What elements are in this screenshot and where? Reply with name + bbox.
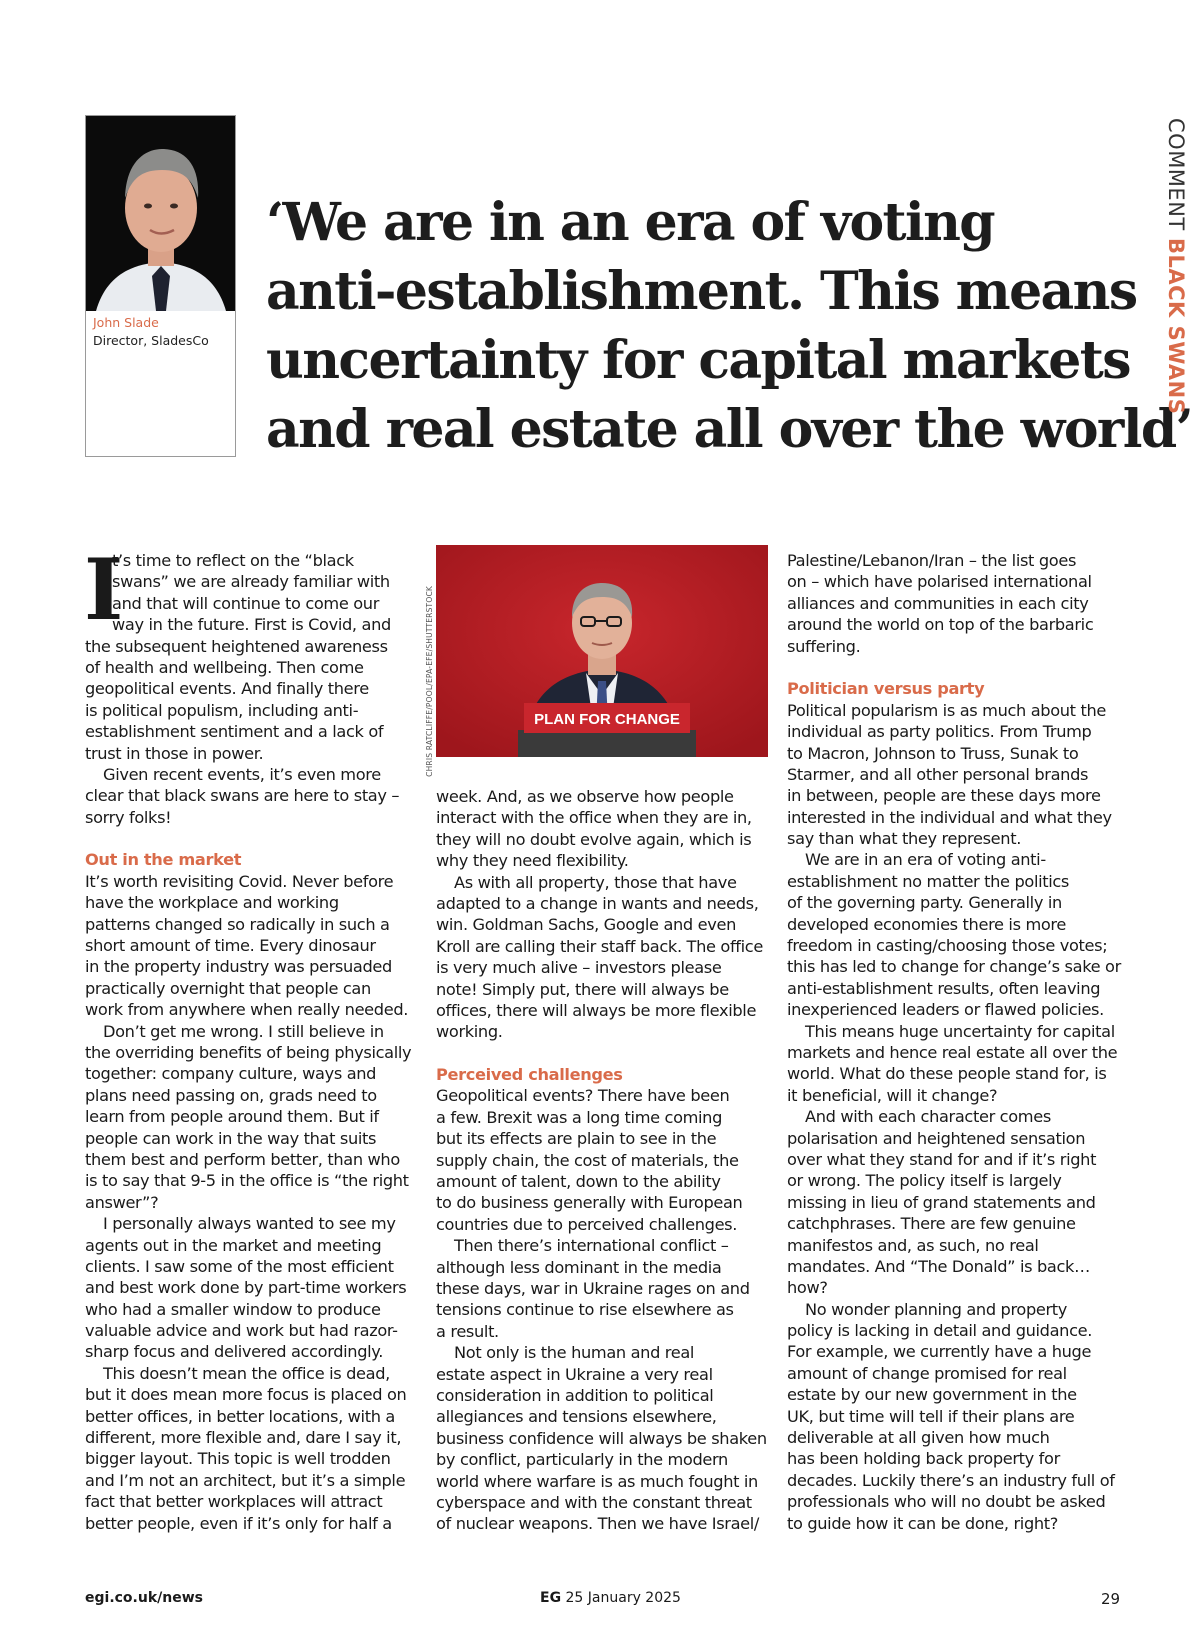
text-line: together: company culture, ways and — [85, 1064, 377, 1084]
text-line: answer”? — [85, 1192, 159, 1212]
text-line: practically overnight that people can — [85, 978, 371, 998]
text-line: people can work in the way that suits — [85, 1128, 377, 1148]
author-role: Director, SladesCo — [93, 333, 209, 348]
text-line: of the governing party. Generally in — [787, 893, 1062, 913]
author-portrait — [86, 116, 235, 311]
text-line: plans need passing on, grads need to — [85, 1085, 377, 1105]
article-column-2 — [436, 786, 771, 1535]
text-line: but it does mean more focus is placed on — [85, 1385, 407, 1405]
text-line: Not only is the human and real — [454, 1343, 695, 1363]
text-line: t’s time to reflect on the “black — [112, 551, 354, 570]
text-line: Palestine/Lebanon/Iran – the list goes — [787, 551, 1077, 570]
footer-date: 25 January 2025 — [565, 1590, 681, 1606]
text-line: Then there’s international conflict – — [454, 1236, 729, 1256]
text-line: but its effects are plain to see in the — [436, 1129, 717, 1149]
text-line: business confidence will always be shaken — [436, 1428, 767, 1448]
text-line: interested in the individual and what they — [787, 807, 1112, 827]
text-line: developed economies there is more — [787, 914, 1066, 934]
text-line: As with all property, those that have — [454, 872, 737, 892]
text-line: note! Simply put, there will always be — [436, 979, 729, 999]
text-line: amount of change promised for real — [787, 1363, 1067, 1383]
text-line: valuable advice and work but had razor- — [85, 1321, 398, 1341]
text-line: a result. — [436, 1321, 499, 1341]
footer-url[interactable]: egi.co.uk/news — [85, 1590, 203, 1606]
text-line: establishment sentiment and a lack of — [85, 722, 384, 742]
text-line: the subsequent heightened awareness — [85, 636, 388, 656]
text-line: manifestos and, as such, no real — [787, 1235, 1039, 1255]
text-line: alliances and communities in each city — [787, 593, 1089, 613]
text-line: a few. Brexit was a long time coming — [436, 1107, 723, 1127]
text-line: trust in those in power. — [85, 743, 264, 763]
text-line: and that will continue to come our — [112, 593, 380, 613]
text-line: deliverable at all given how much — [787, 1428, 1050, 1448]
text-line: short amount of time. Every dinosaur — [85, 936, 376, 956]
text-line: individual as party politics. From Trump — [787, 722, 1092, 742]
text-line: although less dominant in the media — [436, 1257, 722, 1277]
text-line: interact with the office when they are in, — [436, 808, 752, 828]
text-line: offices, there will always be more flexible — [436, 1000, 757, 1020]
text-line: in the property industry was persuaded — [85, 957, 392, 977]
subheading: Perceived challenges — [436, 1065, 623, 1085]
text-line: And with each character comes — [805, 1107, 1051, 1127]
text-line: suffering. — [787, 636, 861, 656]
text-line: establishment no matter the politics — [787, 871, 1070, 891]
author-name: John Slade — [93, 315, 159, 330]
text-line: patterns changed so radically in such a — [85, 914, 390, 934]
text-line: week. And, as we observe how people — [436, 787, 734, 806]
text-line: clear that black swans are here to stay – — [85, 786, 400, 806]
article-photo — [436, 545, 768, 757]
text-line: how? — [787, 1278, 828, 1298]
text-line: Don’t get me wrong. I still believe in — [103, 1021, 384, 1041]
text-line: and I’m not an architect, but it’s a simple — [85, 1470, 406, 1490]
text-line: This doesn’t mean the office is dead, — [103, 1363, 390, 1383]
text-line: different, more flexible and, dare I say it, — [85, 1428, 402, 1448]
text-line: Starmer, and all other personal brands — [787, 764, 1089, 784]
text-line: sorry folks! — [85, 807, 172, 827]
text-line: clients. I saw some of the most efficient — [85, 1256, 394, 1276]
text-line: win. Goldman Sachs, Google and even — [436, 915, 737, 935]
text-line: Geopolitical events? There have been — [436, 1086, 730, 1106]
text-line: catchphrases. There are few genuine — [787, 1214, 1076, 1234]
text-line: have the workplace and working — [85, 893, 339, 913]
text-line: I personally always wanted to see my — [103, 1214, 396, 1234]
text-line: We are in an era of voting anti- — [805, 850, 1046, 870]
section-tab — [1164, 118, 1188, 414]
text-line: missing in lieu of grand statements and — [787, 1192, 1096, 1212]
text-line: No wonder planning and property — [805, 1299, 1068, 1319]
drop-cap: I — [84, 540, 124, 639]
text-line: freedom in casting/choosing those votes; — [787, 936, 1108, 956]
text-line: has been holding back property for — [787, 1449, 1060, 1469]
text-line: on – which have polarised international — [787, 572, 1092, 592]
text-line: by conflict, particularly in the modern — [436, 1450, 728, 1470]
text-line: the overriding benefits of being physically — [85, 1042, 412, 1062]
text-line: better people, even if it’s only for half a — [85, 1513, 392, 1533]
photo-credit: CHRIS RATCLIFFE/POOL/EPA-EFE/SHUTTERSTOCK — [425, 586, 434, 777]
text-line: world where warfare is as much fought in — [436, 1471, 758, 1491]
section-column: BLACK SWANS — [1164, 237, 1188, 415]
text-line: This means huge uncertainty for capital — [805, 1021, 1115, 1041]
text-line: countries due to perceived challenges. — [436, 1214, 738, 1234]
headline-line: uncertainty for capital markets — [266, 330, 1130, 391]
text-line: tensions continue to rise elsewhere as — [436, 1300, 734, 1320]
text-line: better offices, in better locations, with a — [85, 1406, 395, 1426]
text-line: estate by our new government in the — [787, 1385, 1077, 1405]
section-category: COMMENT — [1164, 118, 1188, 231]
headline-line: anti-establishment. This means — [266, 261, 1137, 322]
text-line: to do business generally with European — [436, 1193, 743, 1213]
text-line: supply chain, the cost of materials, the — [436, 1150, 739, 1170]
text-line: For example, we currently have a huge — [787, 1342, 1092, 1362]
text-line: work from anywhere when really needed. — [85, 1000, 409, 1020]
author-card — [85, 115, 236, 457]
text-line: is very much alive – investors please — [436, 958, 722, 978]
text-line: Political popularism is as much about the — [787, 700, 1106, 720]
text-line: or wrong. The policy itself is largely — [787, 1171, 1062, 1191]
text-line: professionals who will no doubt be asked — [787, 1492, 1106, 1512]
text-line: sharp focus and delivered accordingly. — [85, 1342, 383, 1362]
text-line: who had a smaller window to produce — [85, 1299, 381, 1319]
text-line: of nuclear weapons. Then we have Israel/ — [436, 1514, 760, 1534]
text-line: anti-establishment results, often leaving — [787, 978, 1101, 998]
text-line: allegiances and tensions elsewhere, — [436, 1407, 717, 1427]
text-line: bigger layout. This topic is well trodden — [85, 1449, 391, 1469]
podium-sign: PLAN FOR CHANGE — [534, 711, 680, 728]
text-line: these days, war in Ukraine rages on and — [436, 1278, 750, 1298]
article-column-3 — [787, 550, 1122, 1534]
text-line: policy is lacking in detail and guidance. — [787, 1321, 1093, 1341]
headline-line: ‘We are in an era of voting — [266, 192, 995, 253]
text-line: geopolitical events. And finally there — [85, 679, 369, 699]
text-line: Given recent events, it’s even more — [103, 764, 381, 784]
text-line: cyberspace and with the constant threat — [436, 1492, 752, 1512]
text-line: mandates. And “The Donald” is back… — [787, 1256, 1090, 1276]
text-line: is political populism, including anti- — [85, 700, 359, 720]
text-line: fact that better workplaces will attract — [85, 1492, 383, 1512]
text-line: they will no doubt evolve again, which is — [436, 829, 752, 849]
text-line: learn from people around them. But if — [85, 1107, 379, 1127]
text-line: over what they stand for and if it’s right — [787, 1149, 1097, 1169]
text-line: to guide how it can be done, right? — [787, 1513, 1059, 1533]
text-line: markets and hence real estate all over the — [787, 1042, 1118, 1062]
article-column-1 — [84, 540, 420, 1534]
headline-line: and real estate all over the world’ — [266, 399, 1193, 460]
subheading: Politician versus party — [787, 679, 985, 699]
page-number: 29 — [1101, 1590, 1121, 1608]
text-line: amount of talent, down to the ability — [436, 1172, 721, 1192]
text-line: to Macron, Johnson to Truss, Sunak to — [787, 743, 1079, 763]
text-line: adapted to a change in wants and needs, — [436, 893, 759, 913]
footer-brand: EG — [540, 1590, 562, 1606]
text-line: agents out in the market and meeting — [85, 1235, 382, 1255]
text-line: around the world on top of the barbaric — [787, 615, 1094, 635]
text-line: working. — [436, 1022, 503, 1042]
text-line: It’s worth revisiting Covid. Never before — [85, 871, 394, 891]
subheading: Out in the market — [85, 850, 242, 870]
text-line: it beneficial, will it change? — [787, 1085, 998, 1105]
text-line: swans” we are already familiar with — [112, 572, 390, 592]
text-line: consideration in addition to political — [436, 1385, 714, 1405]
text-line: say than what they represent. — [787, 829, 1021, 849]
text-line: in between, people are these days more — [787, 786, 1101, 806]
text-line: of health and wellbeing. Then come — [85, 657, 364, 677]
footer-issue — [540, 1590, 681, 1606]
text-line: them best and perform better, than who — [85, 1149, 400, 1169]
text-line: Kroll are calling their staff back. The office — [436, 936, 763, 956]
text-line: why they need flexibility. — [436, 851, 629, 871]
text-line: decades. Luckily there’s an industry full of — [787, 1470, 1115, 1490]
text-line: world. What do these people stand for, is — [787, 1064, 1107, 1084]
text-line: inexperienced leaders or flawed policies. — [787, 1000, 1104, 1020]
text-line: way in the future. First is Covid, and — [112, 615, 391, 635]
text-line: estate aspect in Ukraine a very real — [436, 1364, 713, 1384]
text-line: UK, but time will tell if their plans are — [787, 1406, 1075, 1426]
text-line: and best work done by part-time workers — [85, 1278, 407, 1298]
text-line: is to say that 9-5 in the office is “the right — [85, 1171, 409, 1191]
text-line: this has led to change for change’s sake or — [787, 957, 1121, 977]
text-line: polarisation and heightened sensation — [787, 1128, 1086, 1148]
